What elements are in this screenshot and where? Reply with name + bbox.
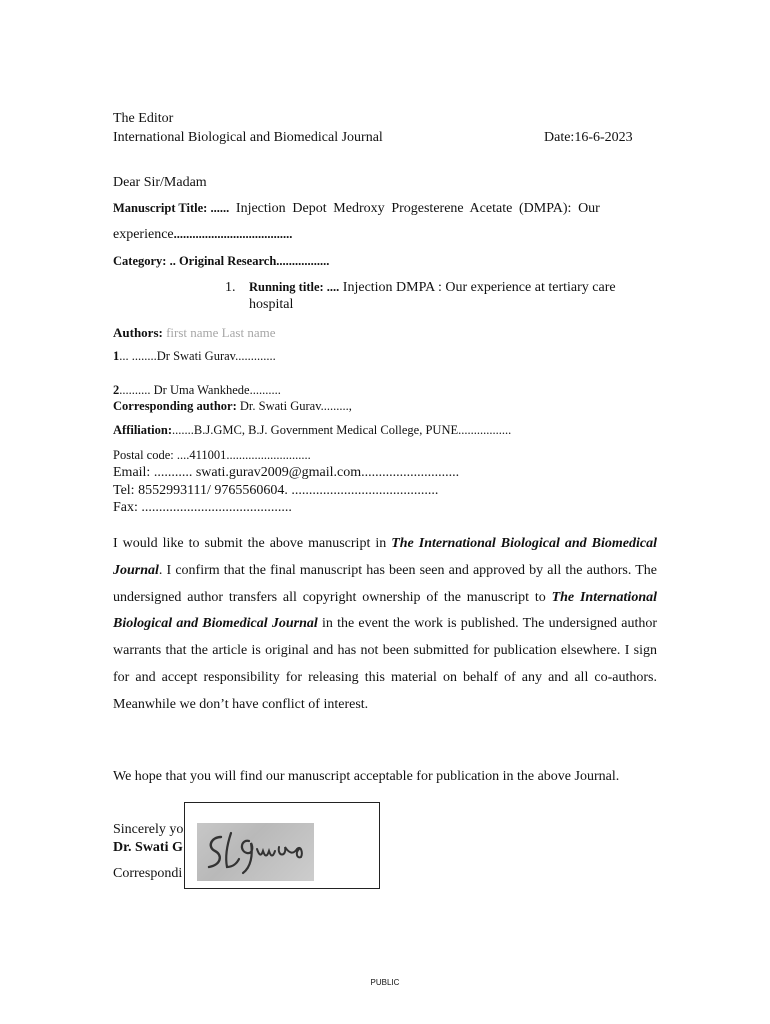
recipient-line: The Editor bbox=[113, 111, 174, 126]
signature-image bbox=[197, 823, 314, 881]
running-title-line bbox=[249, 280, 616, 296]
closing-sincerely: Sincerely yo bbox=[113, 822, 184, 837]
body-p1-part-c: in the event the work is published. The undersigned author warrants that the article is original and has not been submitted for publication elsewhere. I sign for and accept responsibility for releasing this material on behalf of any and all co-authors. Meanwhile we don’t have conflict of interest. bbox=[113, 616, 658, 712]
authors-line bbox=[113, 325, 275, 341]
affiliation-label: Affiliation: bbox=[113, 423, 173, 437]
category-line: Category: .. Original Research................. bbox=[113, 254, 330, 268]
author-1 bbox=[113, 349, 276, 364]
body-p1-part-a: I would like to submit the above manuscript in bbox=[113, 536, 392, 551]
fax-line: Fax: ........................................... bbox=[113, 500, 292, 515]
author-1-number: 1 bbox=[113, 349, 120, 363]
manuscript-title-label: Manuscript Title bbox=[113, 201, 204, 215]
manuscript-title-text: Injection Depot Medroxy Progesterene Acetate (DMPA): Our bbox=[229, 201, 600, 216]
manuscript-title-line bbox=[113, 201, 600, 217]
corresponding-author-text: Dr. Swati Gurav........., bbox=[236, 399, 352, 413]
author-2-text: .......... Dr Uma Wankhede.......... bbox=[119, 383, 281, 397]
salutation: Dear Sir/Madam bbox=[113, 175, 207, 190]
affiliation-text: .......B.J.GMC, B.J. Government Medical College, PUNE................. bbox=[172, 423, 512, 437]
corresponding-author bbox=[113, 399, 352, 414]
handwritten-signature bbox=[197, 823, 314, 881]
manuscript-title-continued bbox=[113, 227, 292, 243]
running-title-line2: hospital bbox=[249, 297, 294, 312]
journal-name-italic-2: The International Biological and Biomedical Journal bbox=[113, 589, 657, 632]
postal-code: Postal code: ....411001........................... bbox=[113, 448, 311, 462]
body-paragraph-2: We hope that you will find our manuscript acceptable for publication in the above Journal. bbox=[113, 769, 620, 784]
author-2 bbox=[113, 383, 281, 398]
running-title-label: Running title: .... bbox=[249, 280, 340, 294]
journal-name: International Biological and Biomedical Journal bbox=[113, 130, 383, 145]
authors-placeholder: first name Last name bbox=[166, 325, 276, 340]
author-1-text: ... ........Dr Swati Gurav............. bbox=[119, 349, 276, 363]
manuscript-title-cont: experience bbox=[113, 227, 174, 242]
signature-box bbox=[184, 802, 380, 889]
author-2-number: 2 bbox=[113, 383, 120, 397]
closing-role: Correspondi bbox=[113, 866, 183, 881]
authors-label: Authors: bbox=[113, 325, 163, 340]
body-p1-part-b: . I confirm that the final manuscript has been seen and approved by all the authors. The undersigned author transfers all copyright ownership of the manuscript to bbox=[113, 562, 657, 605]
classification-footer: PUBLIC bbox=[370, 978, 400, 987]
running-title-text: Injection DMPA : Our experience at tertiary care bbox=[339, 280, 616, 295]
tel-line: Tel: 8552993111/ 9765560604. .......................................... bbox=[113, 483, 439, 498]
list-number: 1. bbox=[225, 280, 236, 295]
manuscript-title-dots: ...................................... bbox=[173, 227, 293, 241]
corresponding-author-label: Corresponding author: bbox=[113, 399, 237, 413]
closing-name: Dr. Swati G bbox=[113, 840, 183, 855]
manuscript-title-sep: : ...... bbox=[203, 201, 230, 215]
affiliation bbox=[113, 423, 511, 438]
journal-name-italic-1: The International Biological and Biomedical Journal bbox=[113, 536, 657, 578]
email-line: Email: ........... swati.gurav2009@gmail.com............................ bbox=[113, 465, 460, 480]
letter-date: Date:16-6-2023 bbox=[544, 130, 633, 145]
body-paragraph-1 bbox=[113, 531, 657, 719]
